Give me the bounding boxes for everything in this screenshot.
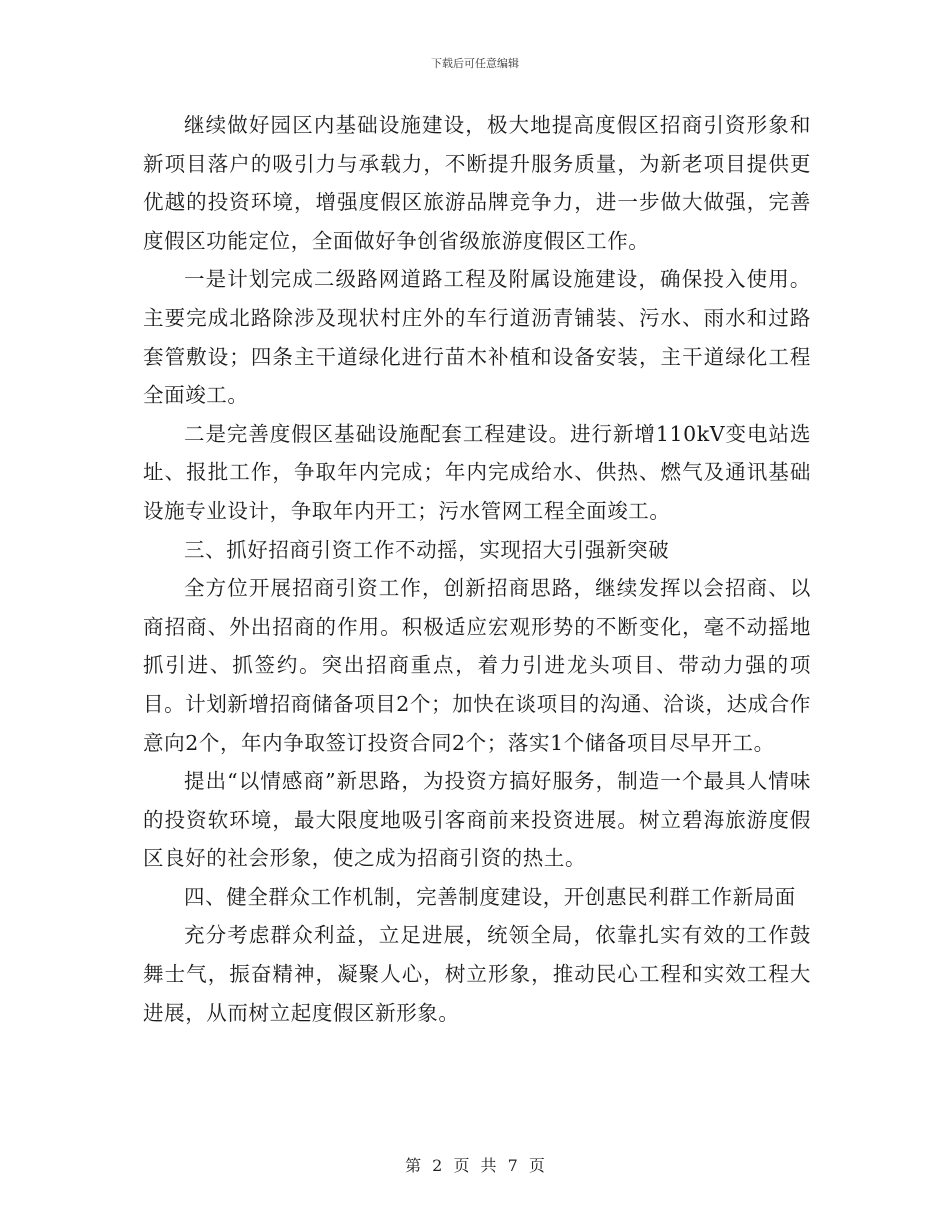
paragraph-public-interest: 充分考虑群众利益，立足进展，统领全局，依靠扎实有效的工作鼓舞士气，振奋精神，凝聚人心，树立形象，推动民心工程和实效工程大进展，从而树立起度假区新形象。 <box>143 923 811 1025</box>
paragraph-service-environment: 提出“以情感商”新思路，为投资方搞好服务，制造一个最具人情味的投资软环境，最大限度地吸引客商前来投资进展。树立碧海旅游度假区良好的社会形象，使之成为招商引资的热土。 <box>143 769 811 871</box>
page-header: 下载后可任意编辑 <box>431 57 519 70</box>
paragraph-investment-work: 全方位开展招商引资工作，创新招商思路，继续发挥以会招商、以商招商、外出招商的作用。积极适应宏观形势的不断变化，毫不动摇地抓引进、抓签约。突出招商重点，着力引进龙头项目、带动力强的项目。计划新增招商储备项目2个；加快在谈项目的沟通、洽谈，达成合作意向2个，年内争取签订投资合同2个；落实1个储备项目尽早开工。 <box>143 576 811 755</box>
document-body <box>143 106 811 1032</box>
section-heading-public-work: 四、健全群众工作机制，完善制度建设，开创惠民利群工作新局面 <box>184 884 796 909</box>
section-heading-investment: 三、抓好招商引资工作不动摇，实现招大引强新突破 <box>184 537 670 562</box>
page-number-footer: 第 2 页 共 7 页 <box>405 1156 545 1175</box>
paragraph-supporting-facilities: 二是完善度假区基础设施配套工程建设。进行新增110kV变电站选址、报批工作，争取年内完成；年内完成给水、供热、燃气及通讯基础设施专业设计，争取年内开工；污水管网工程全面竣工。 <box>143 421 811 523</box>
paragraph-infrastructure-intro: 继续做好园区内基础设施建设，极大地提高度假区招商引资形象和新项目落户的吸引力与承载力，不断提升服务质量，为新老项目提供更优越的投资环境，增强度假区旅游品牌竞争力，进一步做大做强，完善度假区功能定位，全面做好争创省级旅游度假区工作。 <box>143 113 811 253</box>
paragraph-road-network: 一是计划完成二级路网道路工程及附属设施建设，确保投入使用。主要完成北路除涉及现状村庄外的车行道沥青铺装、污水、雨水和过路套管敷设；四条主干道绿化进行苗木补植和设备安装，主干道绿化工程全面竣工。 <box>143 267 811 408</box>
